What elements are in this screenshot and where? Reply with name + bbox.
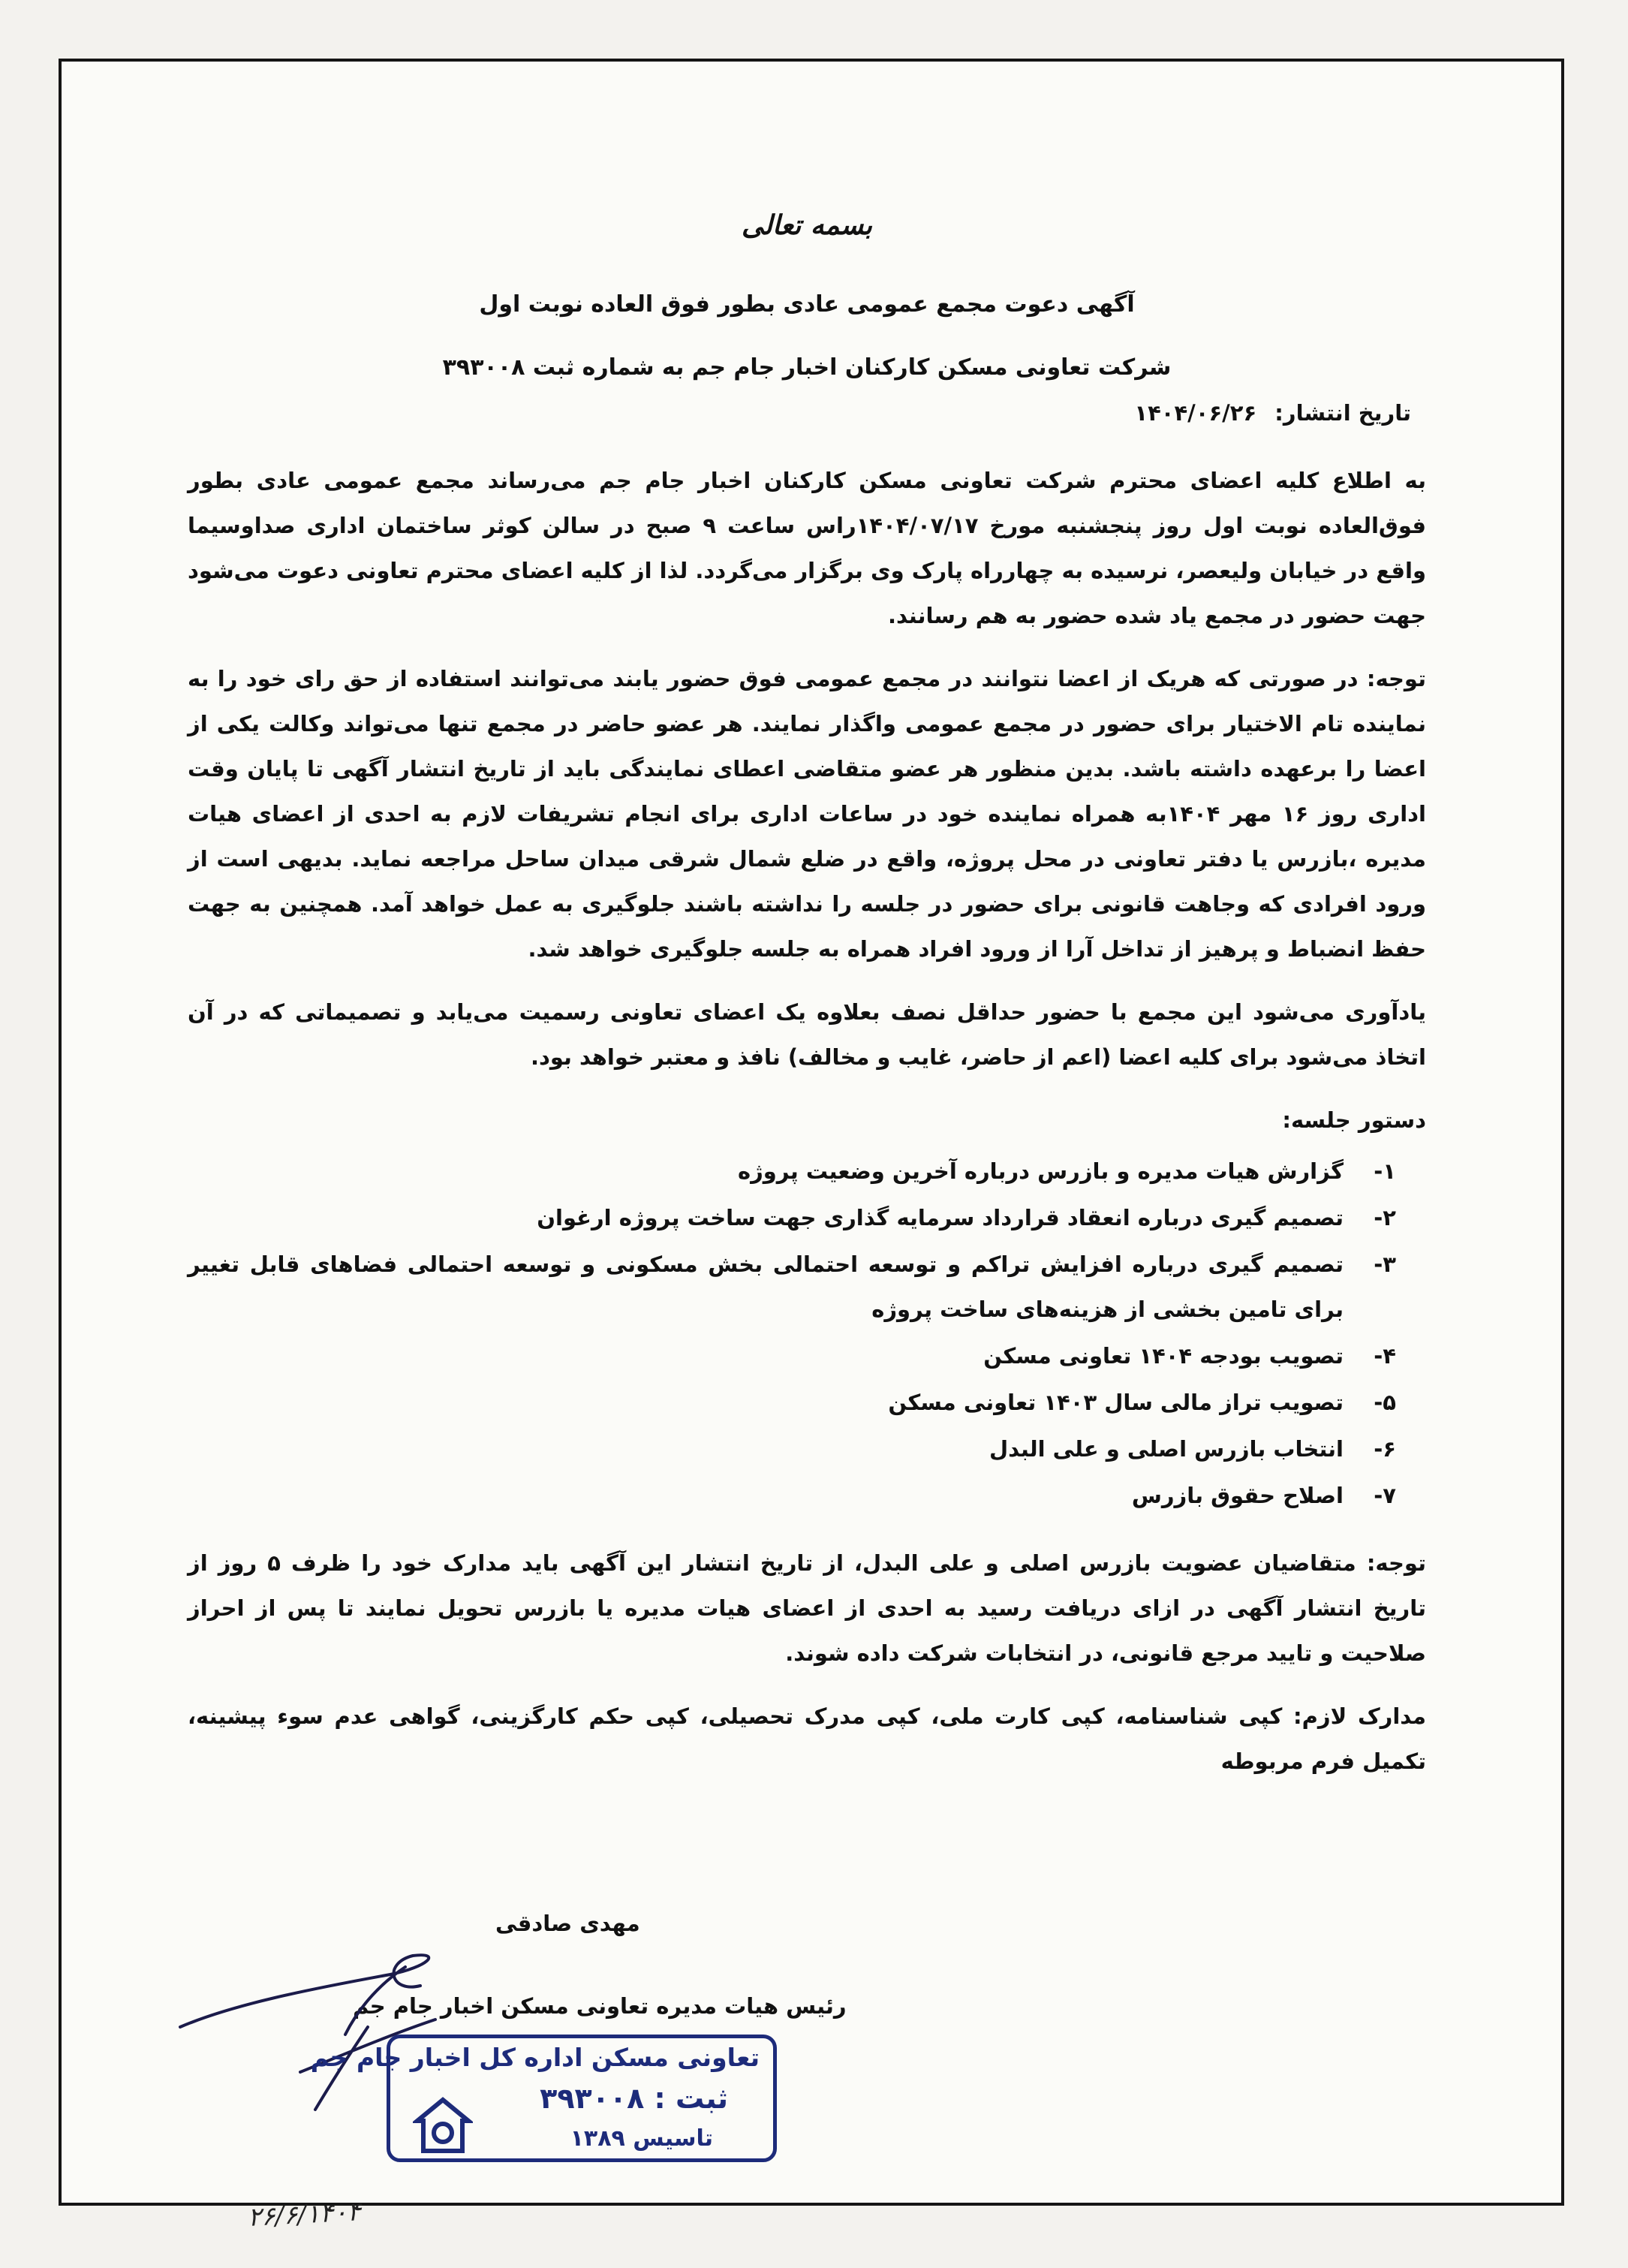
agenda-item-number: ۴-: [1374, 1343, 1396, 1369]
agenda-item: [188, 1473, 1426, 1518]
official-stamp: [310, 2035, 777, 2162]
paragraph-required-documents: مدارک لازم: کپی شناسنامه، کپی کارت ملی، کپی مدرک تحصیلی، کپی حکم کارگزینی، گواهی عدم سوء پیشینه، تکمیل فرم مربوطه: [188, 1703, 1426, 1774]
agenda-item: [188, 1149, 1426, 1194]
publication-date-value: ۱۴۰۴/۰۶/۲۶: [1134, 400, 1257, 426]
agenda-item-number: ۷-: [1374, 1483, 1396, 1508]
stamp-registration: ثبت : ۳۹۳۰۰۸: [540, 2082, 728, 2115]
stamp-established: تاسیس ۱۳۸۹: [570, 2125, 713, 2152]
publication-date-label: تاریخ انتشار:: [1274, 400, 1411, 426]
company-subtitle: شرکت تعاونی مسکن کارکنان اخبار جام جم به شماره ثبت ۳۹۳۰۰۸: [442, 354, 1172, 381]
agenda-item: [188, 1426, 1426, 1471]
agenda-item-number: ۳-: [1374, 1251, 1396, 1277]
agenda-item: [188, 1333, 1426, 1378]
signer-title: رئیس هیات مدیره تعاونی مسکن اخبار جام جم: [353, 1993, 847, 2019]
agenda-item-number: ۲-: [1374, 1205, 1396, 1230]
paragraph-invitation: به اطلاع کلیه اعضای محترم شرکت تعاونی مسکن کارکنان اخبار جام جم می‌رساند مجمع عمومی عادی بطور فوق‌العاده نوبت اول روز پنجشنبه مورخ ۱۴۰۴/۰۷/۱۷راس ساعت ۹ صبح در سالن کوثر ساختمان اداری صداوسیما واقع در خیابان ولیعصر، نرسیده به چهارراه پارک وی برگزار می‌گردد. لذا از کلیه اعضای محترم تعاونی دعوت می‌شود جهت حضور در مجمع یاد شده حضور به هم رسانند.: [188, 468, 1427, 628]
stamp-org-name: تعاونی مسکن اداره کل اخبار جام جم: [310, 2043, 760, 2072]
agenda-list: [188, 1149, 1426, 1518]
agenda-title: دستور جلسه:: [1282, 1107, 1426, 1133]
paragraph-inspector-candidates: توجه: متقاضیان عضویت بازرس اصلی و علی البدل، از تاریخ انتشار این آگهی باید مدارک خود را ظرف ۵ روز از تاریخ انتشار آگهی در ازای دریافت رسید به احدی از اعضای هیات مدیره یا بازرس تحویل نمایند تا پس از احراز صلاحیت و تایید مرجع قانونی، در انتخابات شرکت داده شوند.: [188, 1550, 1426, 1666]
agenda-item-number: ۶-: [1374, 1436, 1396, 1462]
publication-date: [188, 390, 1426, 435]
agenda-item-number: ۱-: [1374, 1158, 1396, 1184]
notice-title: آگهی دعوت مجمع عمومی عادی بطور فوق العاده نوبت اول: [479, 291, 1135, 318]
paragraph-quorum-reminder: یادآوری می‌شود این مجمع با حضور حداقل نصف بعلاوه یک اعضای تعاونی رسمیت می‌یابد و تصمیماتی که در آن اتخاذ می‌شود برای کلیه اعضا (اعم از حاضر، غایب و مخالف) نافذ و معتبر خواهد بود.: [188, 999, 1426, 1070]
document-body: [188, 203, 1426, 1802]
agenda-item-number: ۵-: [1374, 1390, 1396, 1415]
agenda-item-text: انتخاب بازرس اصلی و علی البدل: [989, 1436, 1344, 1462]
agenda-item-text: تصویب بودجه ۱۴۰۴ تعاونی مسکن: [983, 1343, 1344, 1369]
agenda-item: [188, 1195, 1426, 1240]
agenda-item-text: تصویب تراز مالی سال ۱۴۰۳ تعاونی مسکن: [888, 1390, 1344, 1415]
basmala: بسمه تعالی: [741, 209, 873, 241]
cooperative-logo-icon: [413, 2095, 473, 2155]
signer-name: مهدی صادقی: [495, 1911, 640, 1936]
agenda-item: [188, 1242, 1426, 1332]
agenda-item-text: تصمیم گیری درباره انعقاد قرارداد سرمایه گذاری جهت ساخت پروژه ارغوان: [537, 1205, 1344, 1230]
agenda-item: [188, 1380, 1426, 1425]
handwritten-date: ۲۶/۶/۱۴۰۴: [247, 2197, 362, 2233]
paragraph-proxy-note: توجه: در صورتی که هریک از اعضا نتوانند در مجمع عمومی فوق حضور یابند می‌توانند استفاده از حق رای خود را به نماینده تام الاختیار برای حضور در مجمع عمومی واگذار نمایند. هر عضو حاضر در مجمع تنها می‌تواند وکالت یکی از اعضا را برعهده داشته باشد. بدین منظور هر عضو متقاضی اعطای نمایندگی باید از تاریخ انتشار آگهی تا پایان وقت اداری روز ۱۶ مهر ۱۴۰۴به همراه نماینده خود در ساعات اداری برای انجام تشریفات لازم به احدی از اعضای هیات مدیره ،بازرس یا دفتر تعاونی در محل پروژه، واقع در ضلع شمال شرقی میدان ساحل مراجعه نماید. بدیهی است از ورود افرادی که وجاهت قانونی برای حضور در جلسه را نداشته باشند جلوگیری به عمل خواهد آمد. همچنین به جهت حفظ انضباط و پرهیز از تداخل آرا از ورود افراد همراه به جلسه جلوگیری خواهد شد.: [188, 666, 1426, 962]
agenda-item-text: گزارش هیات مدیره و بازرس درباره آخرین وضعیت پروژه: [737, 1158, 1344, 1184]
agenda-item-text: تصمیم گیری درباره افزایش تراکم و توسعه احتمالی بخش مسکونی و توسعه احتمالی فضاهای قابل تغییر برای تامین بخشی از هزینه‌های ساخت پروژه: [188, 1251, 1344, 1322]
agenda-item-text: اصلاح حقوق بازرس: [1131, 1483, 1344, 1508]
